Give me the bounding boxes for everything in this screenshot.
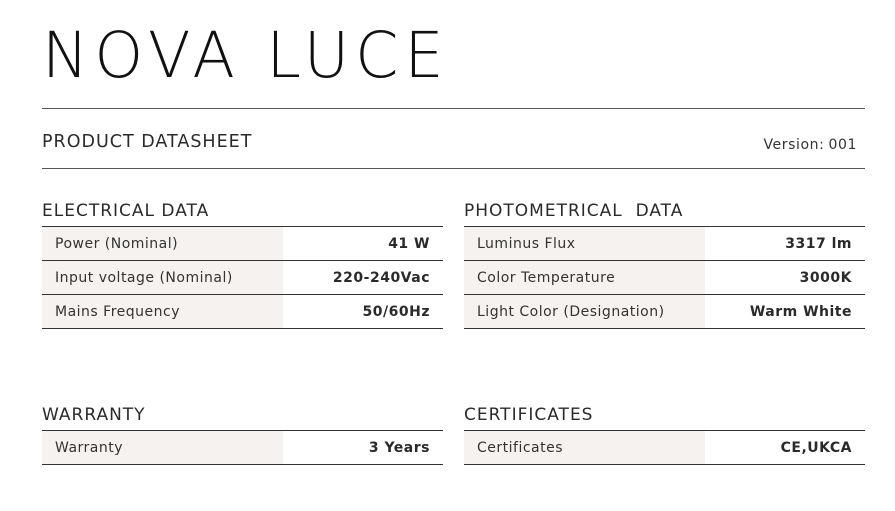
row-value: Warm White <box>705 295 865 329</box>
table-row <box>464 261 865 295</box>
row-label: Certificates <box>464 431 705 465</box>
row-label: Light Color (Designation) <box>464 295 705 329</box>
row-value: 3 Years <box>283 431 443 465</box>
warranty-table <box>42 430 443 465</box>
document-title: PRODUCT DATASHEET <box>42 132 253 152</box>
electrical-data-section <box>42 200 443 329</box>
header-top-rule <box>42 108 865 109</box>
row-label: Mains Frequency <box>42 295 283 329</box>
section-title-certificates: CERTIFICATES <box>464 405 594 425</box>
row-value: 3317 lm <box>705 227 865 261</box>
row-label: Warranty <box>42 431 283 465</box>
row-value: CE,UKCA <box>705 431 865 465</box>
row-label: Input voltage (Nominal) <box>42 261 283 295</box>
photometrical-data-table <box>464 226 865 329</box>
brand-logo: NOVA LUCE <box>42 19 450 92</box>
section-title-electrical: ELECTRICAL DATA <box>42 201 210 221</box>
electrical-data-table <box>42 226 443 329</box>
version-label: Version: <box>763 137 825 153</box>
row-label: Luminus Flux <box>464 227 705 261</box>
table-row <box>42 261 443 295</box>
table-row <box>42 295 443 329</box>
row-label: Power (Nominal) <box>42 227 283 261</box>
row-value: 41 W <box>283 227 443 261</box>
table-row <box>42 431 443 465</box>
header-bottom-rule <box>42 168 865 169</box>
certificates-table <box>464 430 865 465</box>
certificates-section <box>464 404 865 465</box>
table-row <box>464 431 865 465</box>
table-row <box>464 227 865 261</box>
table-row <box>42 227 443 261</box>
row-value: 3000K <box>705 261 865 295</box>
table-row <box>464 295 865 329</box>
row-label: Color Temperature <box>464 261 705 295</box>
warranty-section <box>42 404 443 465</box>
version-value: 001 <box>828 137 857 153</box>
row-value: 220-240Vac <box>283 261 443 295</box>
version-info <box>759 137 857 153</box>
section-title-warranty: WARRANTY <box>42 405 146 425</box>
section-title-photometrical: PHOTOMETRICAL DATA <box>464 201 684 221</box>
photometrical-data-section <box>464 200 865 329</box>
row-value: 50/60Hz <box>283 295 443 329</box>
